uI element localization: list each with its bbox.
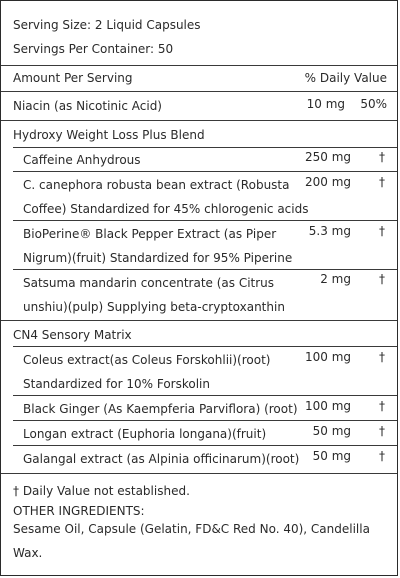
ingredient-name: Galangal extract (as Alpinia officinarum)(root) [23,452,300,466]
blend-title: CN4 Sensory Matrix [13,328,132,342]
blend-title: Hydroxy Weight Loss Plus Blend [13,128,205,142]
ingredient-name: Caffeine Anhydrous [23,153,141,167]
niacin-divider [1,120,397,121]
ingredient-amount: 100 mg [304,350,351,364]
ingredient-amount: 50 mg [312,449,351,463]
blend-divider [1,320,397,321]
footnote: † Daily Value not established. [13,484,190,498]
ingredient-name: Black Ginger (As Kaempferia Parviflora) (root) [23,402,298,416]
row-divider [13,420,397,421]
columns-divider [1,91,397,92]
ingredient-dv: † [379,224,385,238]
row-divider [13,171,397,172]
ingredient-dv: † [379,350,385,364]
ingredient-amount: 250 mg [304,150,351,164]
other-ingredients-text: Sesame Oil, Capsule (Gelatin, FD&C Red No. 40), Candelilla Wax. [13,522,370,560]
niacin-dv: 50% [360,97,387,111]
servings-per-container: Servings Per Container: 50 [13,42,174,56]
ingredient-dv: † [379,150,385,164]
ingredient-dv: † [379,449,385,463]
row-divider [13,220,397,221]
row-divider [13,445,397,446]
ingredient-dv: † [379,424,385,438]
row-divider [13,147,397,148]
amount-per-serving-heading: Amount Per Serving [13,71,133,85]
ingredient-name: Satsuma mandarin concentrate (as Citrus unshiu)(pulp) Supplying beta-cryptoxanthin [23,276,285,314]
row-divider [13,395,397,396]
niacin-amount: 10 mg [306,97,345,111]
header-divider [1,65,397,66]
other-ingredients-heading: OTHER INGREDIENTS: [13,504,145,518]
serving-size: Serving Size: 2 Liquid Capsules [13,18,201,32]
ingredient-amount: 2 mg [320,272,351,286]
ingredient-dv: † [379,175,385,189]
ingredient-amount: 200 mg [304,175,351,189]
ingredient-name: BioPerine® Black Pepper Extract (as Piper Nigrum)(fruit) Standardized for 95% Piperine [23,227,293,265]
ingredient-dv: † [379,399,385,413]
table-bottom-divider [1,473,397,474]
ingredient-amount: 50 mg [312,424,351,438]
ingredient-amount: 5.3 mg [308,224,351,238]
row-divider [13,269,397,270]
ingredient-amount: 100 mg [304,399,351,413]
daily-value-heading: % Daily Value [304,71,387,85]
niacin-name: Niacin (as Nicotinic Acid) [13,99,162,113]
ingredient-dv: † [379,272,385,286]
ingredient-name: C. canephora robusta bean extract (Robusta Coffee) Standardized for 45% chlorogenic acids [23,178,309,216]
ingredient-name: Coleus extract(as Coleus Forskohlii)(root) Standardized for 10% Forskolin [23,353,271,391]
ingredient-name: Longan extract (Euphoria longana)(fruit) [23,427,267,441]
row-divider [13,346,397,347]
